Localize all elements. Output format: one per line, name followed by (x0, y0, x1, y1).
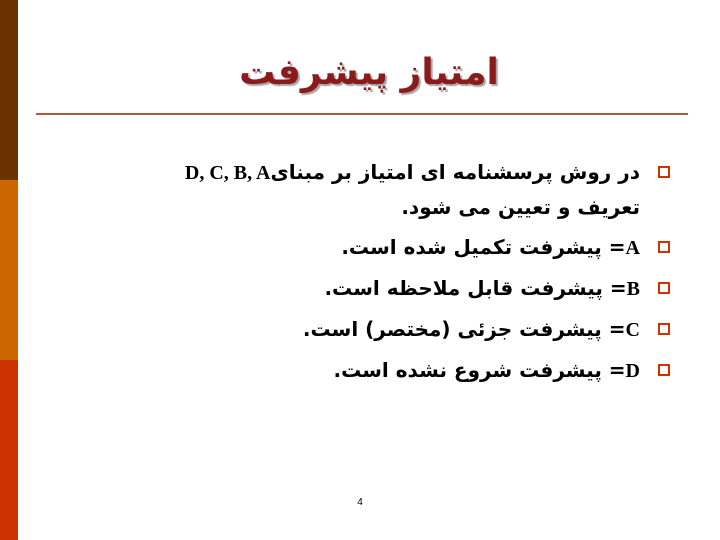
title-divider (36, 113, 688, 115)
square-bullet-icon (658, 282, 670, 294)
square-bullet-icon (658, 241, 670, 253)
list-item (80, 155, 670, 224)
page-number: 4 (357, 497, 363, 508)
sidebar-stripe-top (0, 0, 18, 180)
item-text: = پیشرفت تکمیل شده است. (341, 235, 626, 259)
sidebar-stripe-middle (0, 180, 18, 360)
item-letter: D (625, 360, 640, 382)
item-letter: A (625, 237, 640, 259)
item-text: = پیشرفت جزئی (مختصر) است. (302, 317, 626, 341)
bullet-list (80, 155, 670, 394)
sidebar-stripe-bottom (0, 360, 18, 540)
item-text-continued: تعریف و تعیین می شود. (401, 195, 640, 219)
slide-title: امتیاز پیشرفت (239, 52, 499, 93)
item-text: = پیشرفت شروع نشده است. (333, 358, 626, 382)
square-bullet-icon (658, 166, 670, 178)
item-latin-letters: D, C, B, A (184, 162, 271, 184)
list-item (80, 312, 670, 347)
list-item (80, 271, 670, 306)
square-bullet-icon (658, 364, 670, 376)
item-letter: C (625, 319, 640, 341)
item-text: در روش پرسشنامه ای امتیاز بر مبنای (270, 160, 640, 184)
list-item (80, 353, 670, 388)
item-text: = پیشرفت قابل ملاحظه است. (324, 276, 627, 300)
square-bullet-icon (658, 323, 670, 335)
list-item (80, 230, 670, 265)
item-letter: B (626, 278, 640, 300)
